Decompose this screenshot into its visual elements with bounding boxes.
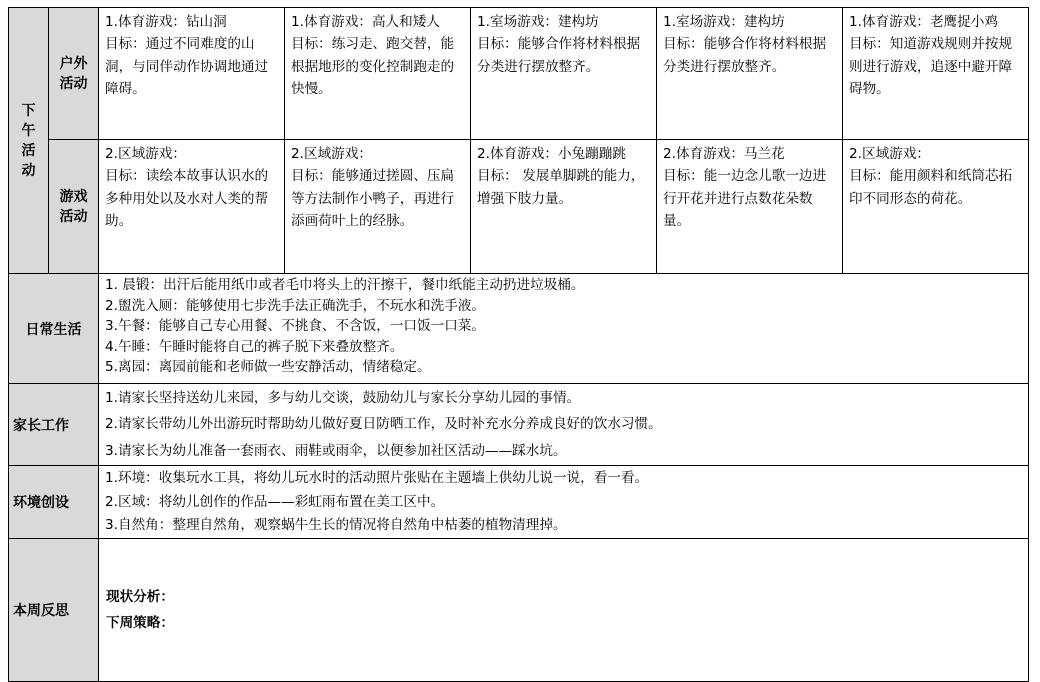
environment-header [9,466,99,539]
activity-title: 2.体育游戏：小兔蹦蹦跳 [477,146,626,162]
game-cell-thu [657,140,843,274]
activity-title: 2.区域游戏： [105,146,186,162]
activity-goal: 目标：读绘本故事认识水的多种用处以及水对人类的帮助。 [105,168,269,230]
activity-title: 1.体育游戏：钻山洞 [105,14,227,30]
game-cell-wed [471,140,657,274]
analysis-label: 现状分析： [106,589,174,606]
list-item: 5.离园：离园前能和老师做一些安静活动，情绪稳定。 [105,359,431,376]
list-item: 2.请家长带幼儿外出游玩时帮助幼儿做好夏日防晒工作，及时补充水分养成良好的饮水习惯。 [105,416,662,433]
environment-content [99,466,1029,539]
daily-life-header [9,274,99,384]
reflection-content [99,539,1029,682]
activity-title: 2.区域游戏： [849,146,930,162]
outdoor-cell-wed [471,8,657,140]
list-item: 1.请家长坚持送幼儿来园，多与幼儿交谈，鼓励幼儿与家长分享幼儿园的事情。 [105,390,581,406]
reflection-header [9,539,99,682]
afternoon-label: 下午活动 [21,102,36,179]
outdoor-activities-header [49,8,99,140]
game-cell-mon [99,140,285,274]
environment-label: 环境创设 [13,495,69,512]
family-label: 家长工作 [13,417,69,434]
game-cell-fri [843,140,1029,274]
activity-title: 2.体育游戏：马兰花 [663,146,785,162]
activity-title: 2.区域游戏： [291,146,372,162]
list-item: 3.自然角：整理自然角，观察蜗牛生长的情况将自然角中枯萎的植物清理掉。 [105,517,567,534]
game-cell-tue [285,140,471,274]
strategy-label: 下周策略： [106,615,174,632]
activity-goal: 目标：练习走、跑交替，能根据地形的变化控制跑走的快慢。 [291,36,455,98]
activity-goal: 目标：能够合作将材料根据分类进行摆放整齐。 [663,36,827,75]
outdoor-cell-thu [657,8,843,140]
daily-life-content [99,274,1029,384]
list-item: 2.盥洗入厕：能够使用七步洗手法正确洗手，不玩水和洗手液。 [105,297,485,314]
list-item: 2.区域：将幼儿创作的作品——彩虹雨布置在美工区中。 [105,493,445,510]
activity-title: 1.室场游戏：建构坊 [477,14,599,30]
activity-goal: 目标：能够通过搓圆、压扁等方法制作小鸭子，再进行添画荷叶上的经脉。 [291,168,455,230]
activity-title: 1.体育游戏：老鹰捉小鸡 [849,14,998,30]
activity-title: 1.体育游戏：高人和矮人 [291,14,440,30]
list-item: 3.请家长为幼儿准备一套雨衣、雨鞋或雨伞，以便参加社区活动——踩水坑。 [105,442,567,459]
activity-goal: 目标：通过不同难度的山洞，与同伴动作协调地通过障碍。 [105,36,269,98]
activity-goal: 目标： 发展单脚跳的能力，增强下肢力量。 [477,168,645,207]
activity-title: 1.室场游戏：建构坊 [663,14,785,30]
list-item: 3.午餐：能够自己专心用餐、不挑食、不含饭，一口饭一口菜。 [105,318,485,335]
daily-label: 日常生活 [25,321,82,338]
outdoor-cell-tue [285,8,471,140]
activity-goal: 目标：能够合作将材料根据分类进行摆放整齐。 [477,36,641,75]
outdoor-cell-fri [843,8,1029,140]
family-work-header [9,384,99,466]
activity-goal: 目标：知道游戏规则并按规则进行游戏，追逐中避开障碍物。 [849,36,1013,98]
list-item: 1. 晨锻：出汗后能用纸巾或者毛巾将头上的汗擦干，餐巾纸能主动扔进垃圾桶。 [105,277,585,293]
outdoor-cell-mon [99,8,285,140]
activity-goal: 目标：能一边念儿歌一边进行开花并进行点数花朵数量。 [663,168,827,230]
game-activities-header [49,140,99,274]
weekly-plan-table [8,7,1029,682]
list-item: 4.午睡：午睡时能将自己的裤子脱下来叠放整齐。 [105,338,404,355]
game-label: 游戏活动 [59,188,88,225]
afternoon-activities-header [9,8,49,274]
family-work-content [99,384,1029,466]
reflection-label: 本周反思 [13,603,69,620]
list-item: 1.环境：收集玩水工具，将幼儿玩水时的活动照片张贴在主题墙上供幼儿说一说，看一看。 [105,470,649,487]
activity-goal: 目标：能用颜料和纸筒芯拓印不同形态的荷花。 [849,168,1013,207]
outdoor-label: 户外活动 [59,55,88,92]
